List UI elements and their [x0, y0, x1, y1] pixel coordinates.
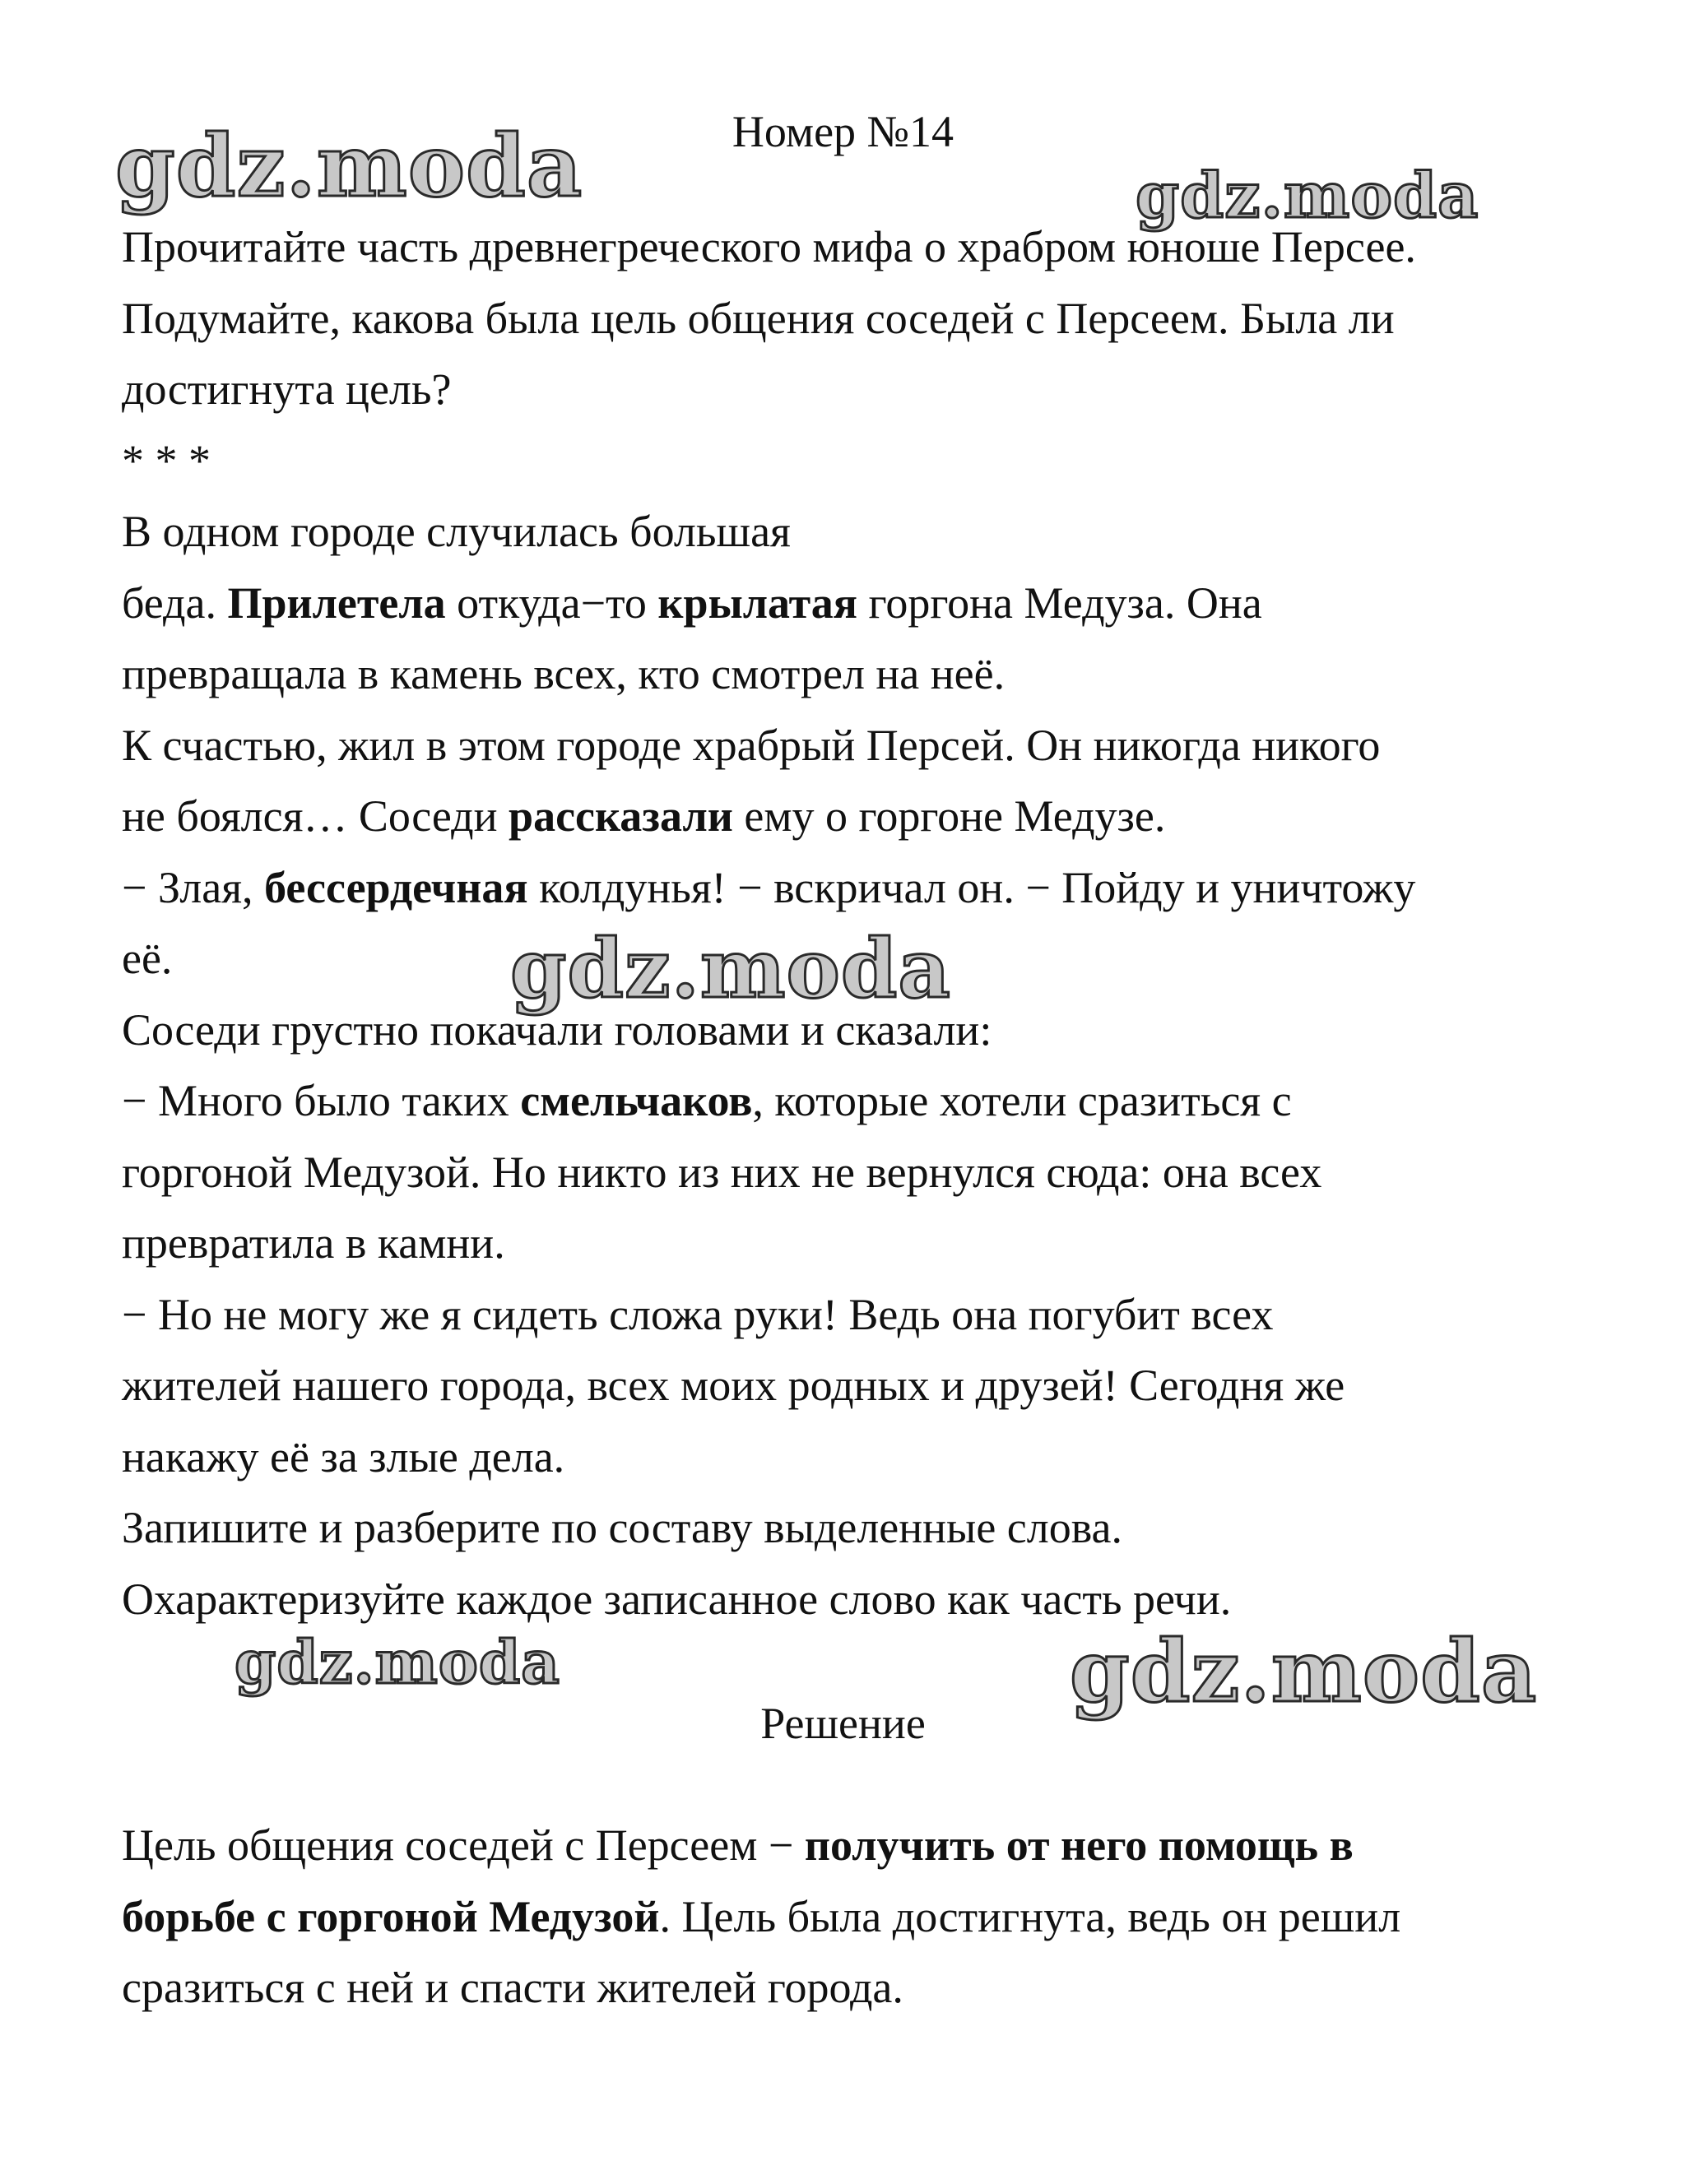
text-segment: накажу её за злые дела. — [122, 1431, 565, 1482]
text-segment: . Цель была достигнута, ведь он решил — [659, 1891, 1401, 1941]
text-segment: жителей нашего города, всех моих родных и друзей! Сегодня же — [122, 1361, 1345, 1410]
solution-title: Решение — [760, 1699, 926, 1748]
text-line — [122, 1137, 1595, 1208]
text-line — [122, 852, 1595, 924]
text-line — [122, 283, 1595, 355]
text-segment: * * * — [122, 435, 211, 485]
highlighted-text: крылатая — [657, 577, 858, 628]
watermark-logo: gdz.moda — [1070, 1621, 1538, 1722]
text-line — [122, 354, 1595, 425]
highlighted-text: рассказали — [509, 791, 733, 841]
text-line — [122, 1350, 1595, 1421]
text-segment: беда. — [122, 577, 228, 628]
text-segment: Подумайте, какова была цель общения соседей с Персеем. Была ли — [122, 293, 1395, 343]
text-segment: − Много было таких — [122, 1076, 521, 1125]
text-segment: К счастью, жил в этом городе храбрый Персей. Он никогда никого — [122, 720, 1381, 770]
text-line — [122, 1881, 1595, 1953]
text-line — [122, 1492, 1595, 1564]
text-line — [122, 638, 1595, 710]
text-segment: сразиться с ней и спасти жителей города. — [122, 1963, 903, 2012]
text-segment: В одном городе случилась большая — [122, 507, 791, 556]
text-segment: , которые хотели сразиться с — [752, 1076, 1292, 1125]
text-segment: колдунья! − вскричал он. − Пойду и уничтожу — [527, 862, 1416, 912]
text-segment: Соседи грустно покачали головами и сказали: — [122, 1004, 992, 1055]
text-line — [122, 425, 1595, 497]
solution-text — [122, 1810, 1595, 2024]
text-segment: превратила в камни. — [122, 1218, 505, 1268]
watermark-logo: gdz.moda — [1136, 159, 1479, 232]
text-segment: − Злая, — [122, 862, 265, 912]
watermark-logo: gdz.moda — [235, 1627, 560, 1697]
text-segment: − Но не могу же я сидеть сложа руки! Ведь она погубит всех — [122, 1289, 1274, 1339]
text-line — [122, 496, 1595, 568]
watermark-logo: gdz.moda — [510, 922, 951, 1017]
text-line — [122, 1208, 1595, 1279]
text-segment: не боялся… Соседи — [122, 791, 509, 841]
text-line — [122, 1065, 1595, 1137]
text-segment: достигнута цель? — [122, 364, 452, 414]
text-segment: её. — [122, 934, 173, 983]
text-segment: откуда−то — [445, 577, 658, 628]
text-segment: Запишите и разберите по составу выделенные слова. — [122, 1503, 1122, 1552]
text-segment: ему о горгоне Медузе. — [732, 791, 1166, 841]
text-segment: Охарактеризуйте каждое записанное слово как часть речи. — [122, 1574, 1232, 1624]
text-line — [122, 710, 1595, 781]
text-line — [122, 1279, 1595, 1351]
text-segment: Прочитайте часть древнегреческого мифа о храбром юноше Персее. — [122, 222, 1416, 271]
text-line — [122, 781, 1595, 852]
text-segment: Цель общения соседей с Персеем − — [122, 1820, 805, 1870]
text-segment: горгоной Медузой. Но никто из них не вернулся сюда: она всех — [122, 1147, 1322, 1197]
text-line — [122, 1810, 1595, 1881]
highlighted-text: смельчаков — [520, 1076, 753, 1125]
watermark-logo: gdz.moda — [115, 115, 583, 216]
highlighted-text: получить от него помощь в — [804, 1820, 1354, 1870]
highlighted-text: Прилетела — [227, 577, 446, 628]
page-title: Номер №14 — [732, 107, 954, 156]
text-line — [122, 568, 1595, 639]
text-segment: превращала в камень всех, кто смотрел на неё. — [122, 649, 1006, 698]
highlighted-text: бессердечная — [264, 862, 528, 912]
text-segment: горгона Медуза. Она — [857, 577, 1262, 628]
text-line — [122, 1421, 1595, 1493]
highlighted-text: борьбе с горгоной Медузой — [122, 1891, 660, 1941]
text-line — [122, 1952, 1595, 2024]
